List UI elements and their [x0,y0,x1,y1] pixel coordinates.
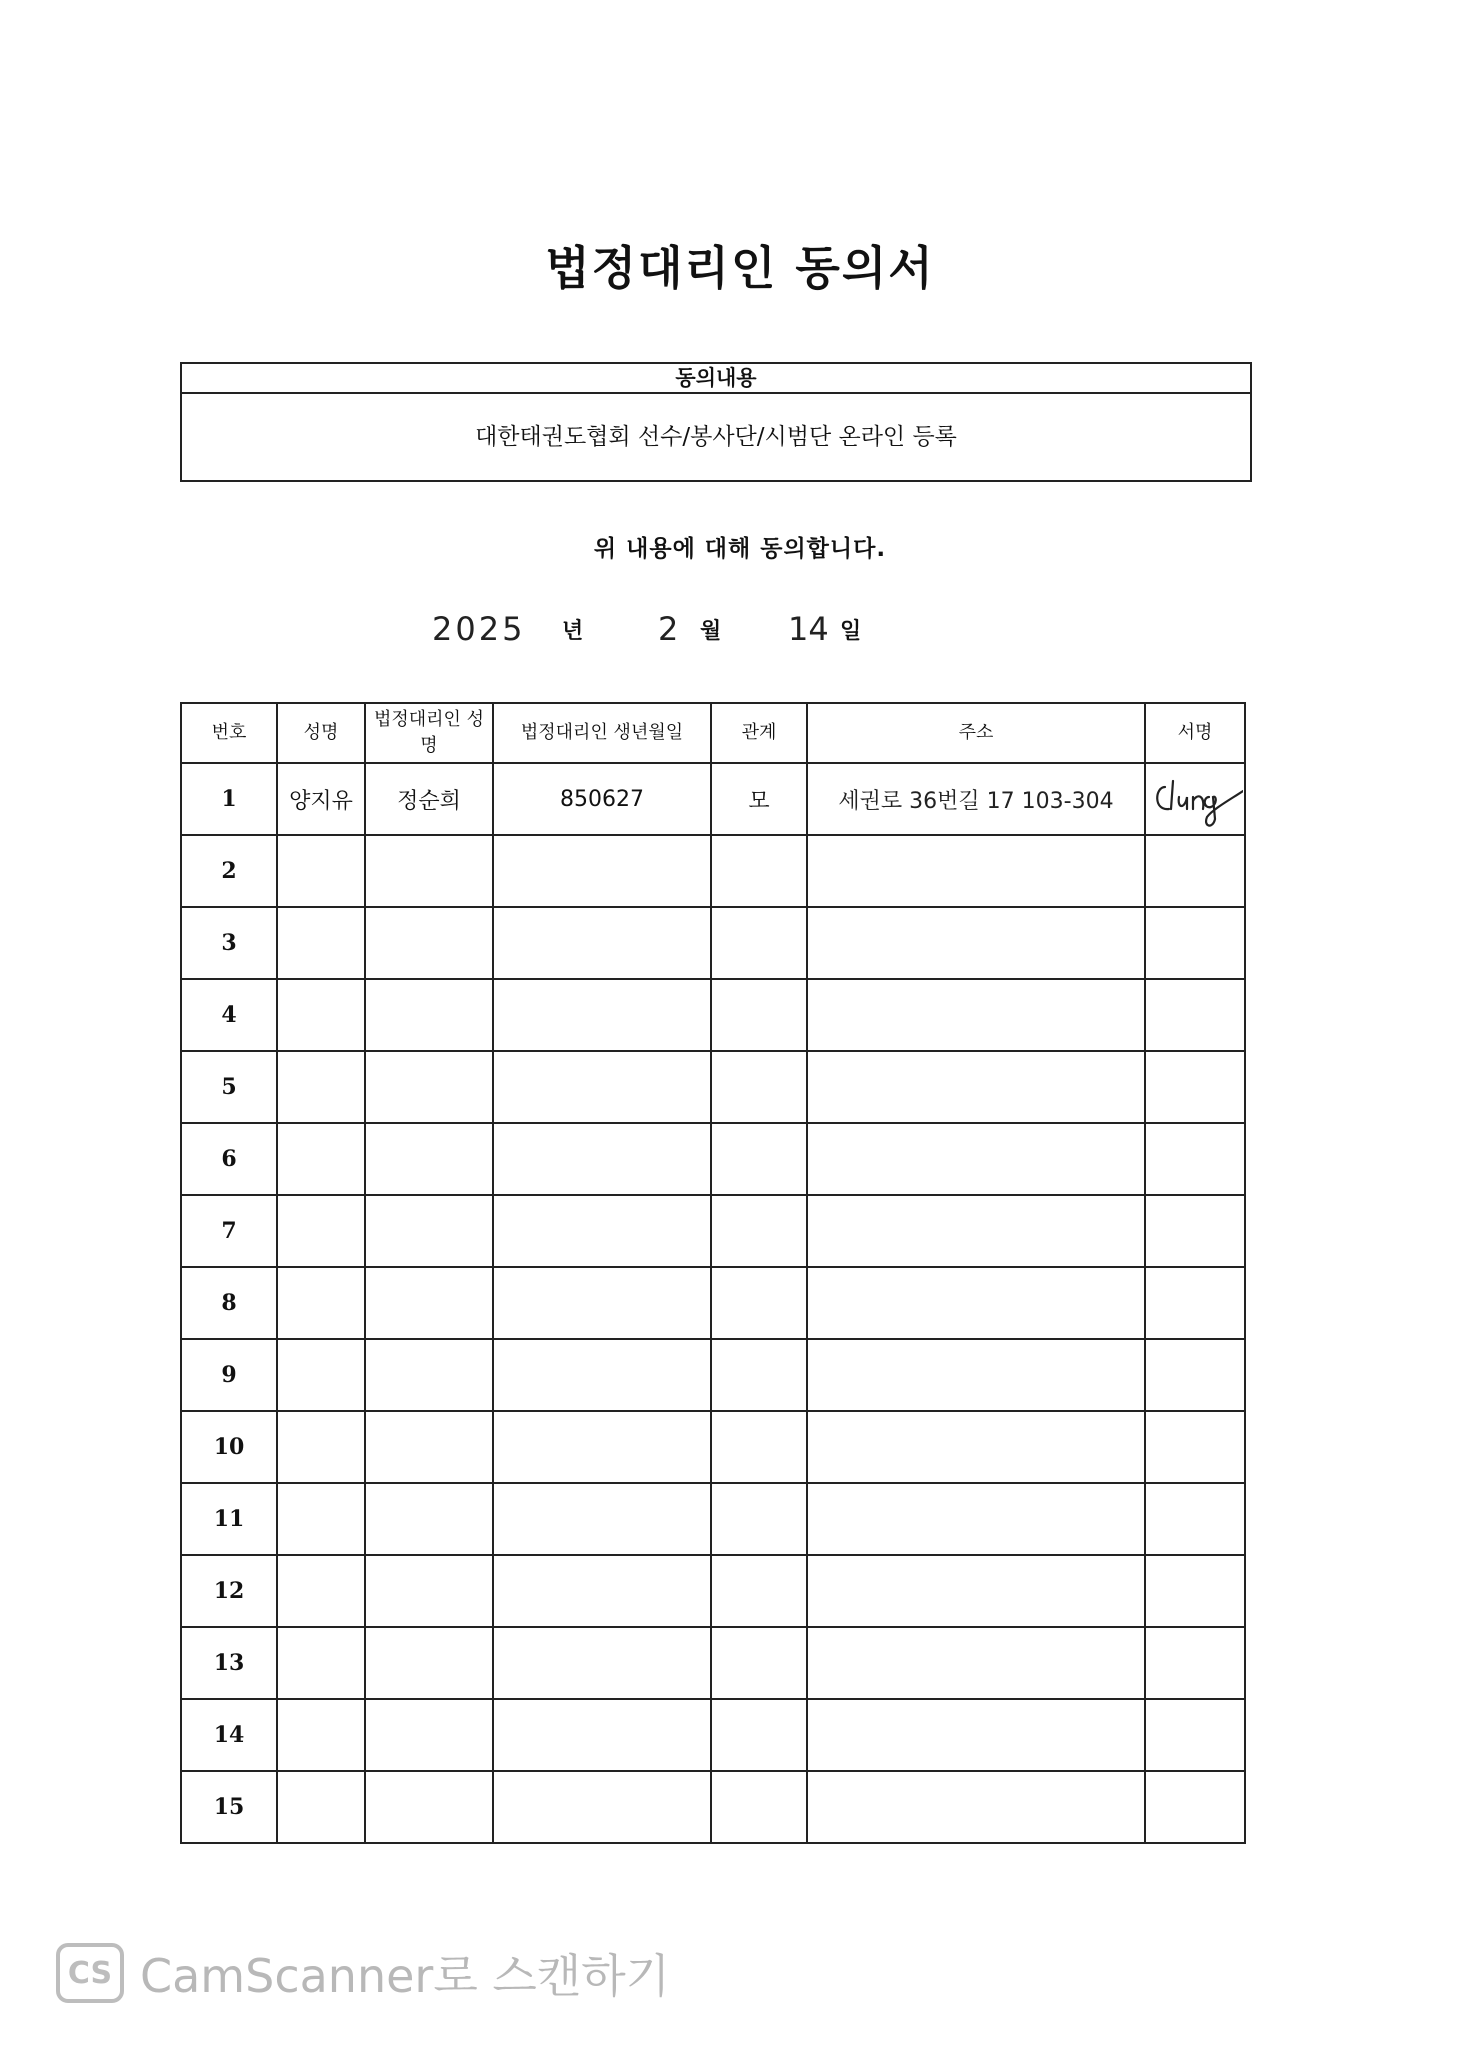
name-cell [277,1051,365,1123]
row-number: 14 [181,1699,277,1771]
date-year: 2025 [432,610,526,648]
guardian-birth-cell [493,1267,711,1339]
relation-cell [711,1699,807,1771]
table-row [181,1123,1245,1195]
signature-cell [1145,1195,1245,1267]
address-cell [807,1123,1145,1195]
signature-cell [1145,1627,1245,1699]
row-number: 10 [181,1411,277,1483]
consent-box [180,362,1252,482]
guardian-name-cell [365,1123,493,1195]
watermark-text: CamScanner로 스캔하기 [140,1949,671,2003]
address-cell [807,1555,1145,1627]
table-row [181,979,1245,1051]
name-cell [277,979,365,1051]
guardian-name-cell [365,1483,493,1555]
header-guardian-name: 법정대리인 성명 [365,703,493,763]
date-day: 14 [788,610,829,648]
row-number: 4 [181,979,277,1051]
name-cell [277,907,365,979]
signature-cell [1145,907,1245,979]
camscanner-logo-icon: CS [56,1943,124,2003]
address-cell [807,835,1145,907]
address-cell [807,1267,1145,1339]
guardian-birth-cell [493,1123,711,1195]
document-title: 법정대리인 동의서 [545,241,935,295]
row-number: 6 [181,1123,277,1195]
name-cell [277,1339,365,1411]
row-number: 8 [181,1267,277,1339]
address-cell [807,1195,1145,1267]
row-number: 11 [181,1483,277,1555]
address-cell [807,1483,1145,1555]
guardian-birth-cell [493,1411,711,1483]
header-name: 성명 [277,703,365,763]
name-cell [277,1195,365,1267]
guardian-birth-cell [493,1483,711,1555]
table-header-row [181,703,1245,763]
date-month-label: 월 [700,619,722,644]
relation-cell [711,1627,807,1699]
relation-cell [711,979,807,1051]
relation-cell [711,1483,807,1555]
guardian-name-cell [365,1555,493,1627]
guardian-birth-cell [493,979,711,1051]
signature-cell [1145,979,1245,1051]
row-number: 7 [181,1195,277,1267]
table-row [181,1411,1245,1483]
relation-cell [711,1411,807,1483]
row-number: 12 [181,1555,277,1627]
name-cell [277,1555,365,1627]
guardian-name-cell [365,835,493,907]
header-no: 번호 [181,703,277,763]
signature-cell [1145,1771,1245,1843]
guardian-birth-cell [493,1195,711,1267]
name-cell [277,1627,365,1699]
address-cell [807,1699,1145,1771]
header-address: 주소 [807,703,1145,763]
relation-cell [711,835,807,907]
signature-cell [1145,1411,1245,1483]
guardian-name-cell [365,979,493,1051]
table-row [181,1051,1245,1123]
signature-cell [1145,1699,1245,1771]
table-row [181,835,1245,907]
signature-cell [1145,763,1245,835]
guardian-name-cell [365,1627,493,1699]
guardian-birth-cell [493,835,711,907]
table-row [181,1771,1245,1843]
row-number: 9 [181,1339,277,1411]
name-cell [277,1699,365,1771]
relation-cell [711,1123,807,1195]
name-cell [277,1411,365,1483]
table-row [181,1699,1245,1771]
relation-cell [711,1267,807,1339]
address-cell [807,1339,1145,1411]
table-row [181,1555,1245,1627]
guardian-name-cell [365,1699,493,1771]
address-cell [807,907,1145,979]
header-relation: 관계 [711,703,807,763]
table-row [181,1267,1245,1339]
agree-statement: 위 내용에 대해 동의합니다. [593,536,887,562]
date-day-label: 일 [840,619,862,644]
relation-cell: 모 [711,763,807,835]
relation-cell [711,1339,807,1411]
table-row [181,1483,1245,1555]
row-number: 5 [181,1051,277,1123]
guardian-name-cell [365,907,493,979]
signature-cell [1145,1051,1245,1123]
table-row [181,1339,1245,1411]
table-row [181,907,1245,979]
guardian-birth-cell [493,1339,711,1411]
table-row [181,1627,1245,1699]
guardian-birth-cell [493,1699,711,1771]
row-number: 3 [181,907,277,979]
signature-cell [1145,1267,1245,1339]
guardian-name-cell [365,1411,493,1483]
name-cell: 양지유 [277,763,365,835]
address-cell [807,1411,1145,1483]
guardian-table [180,702,1246,1844]
consent-header: 동의내용 [182,364,1250,394]
guardian-name-cell [365,1195,493,1267]
consent-content: 대한태권도협회 선수/봉사단/시범단 온라인 등록 [475,424,957,450]
relation-cell [711,1051,807,1123]
name-cell [277,1267,365,1339]
address-cell: 세권로 36번길 17 103-304 [807,763,1145,835]
guardian-birth-cell [493,1555,711,1627]
relation-cell [711,1771,807,1843]
guardian-name-cell [365,1051,493,1123]
relation-cell [711,907,807,979]
header-guardian-birth: 법정대리인 생년월일 [493,703,711,763]
address-cell [807,1771,1145,1843]
header-signature: 서명 [1145,703,1245,763]
name-cell [277,835,365,907]
name-cell [277,1123,365,1195]
date-month: 2 [658,610,679,648]
row-number: 15 [181,1771,277,1843]
camscanner-watermark [56,1938,670,2008]
signature-cell [1145,1123,1245,1195]
guardian-name-cell: 정순희 [365,763,493,835]
signature-cell [1145,1483,1245,1555]
date-year-label: 년 [562,619,584,644]
address-cell [807,1051,1145,1123]
guardian-birth-cell: 850627 [493,763,711,835]
signature-cell [1145,835,1245,907]
handwritten-signature [1147,769,1243,829]
guardian-birth-cell [493,907,711,979]
row-number: 2 [181,835,277,907]
signature-cell [1145,1555,1245,1627]
relation-cell [711,1195,807,1267]
signature-cell [1145,1339,1245,1411]
guardian-name-cell [365,1267,493,1339]
guardian-birth-cell [493,1771,711,1843]
address-cell [807,979,1145,1051]
relation-cell [711,1555,807,1627]
guardian-name-cell [365,1339,493,1411]
row-number: 13 [181,1627,277,1699]
table-row [181,1195,1245,1267]
table-row [181,763,1245,835]
date-line [0,604,1480,654]
address-cell [807,1627,1145,1699]
guardian-birth-cell [493,1051,711,1123]
guardian-name-cell [365,1771,493,1843]
guardian-birth-cell [493,1627,711,1699]
row-number: 1 [181,763,277,835]
name-cell [277,1771,365,1843]
name-cell [277,1483,365,1555]
